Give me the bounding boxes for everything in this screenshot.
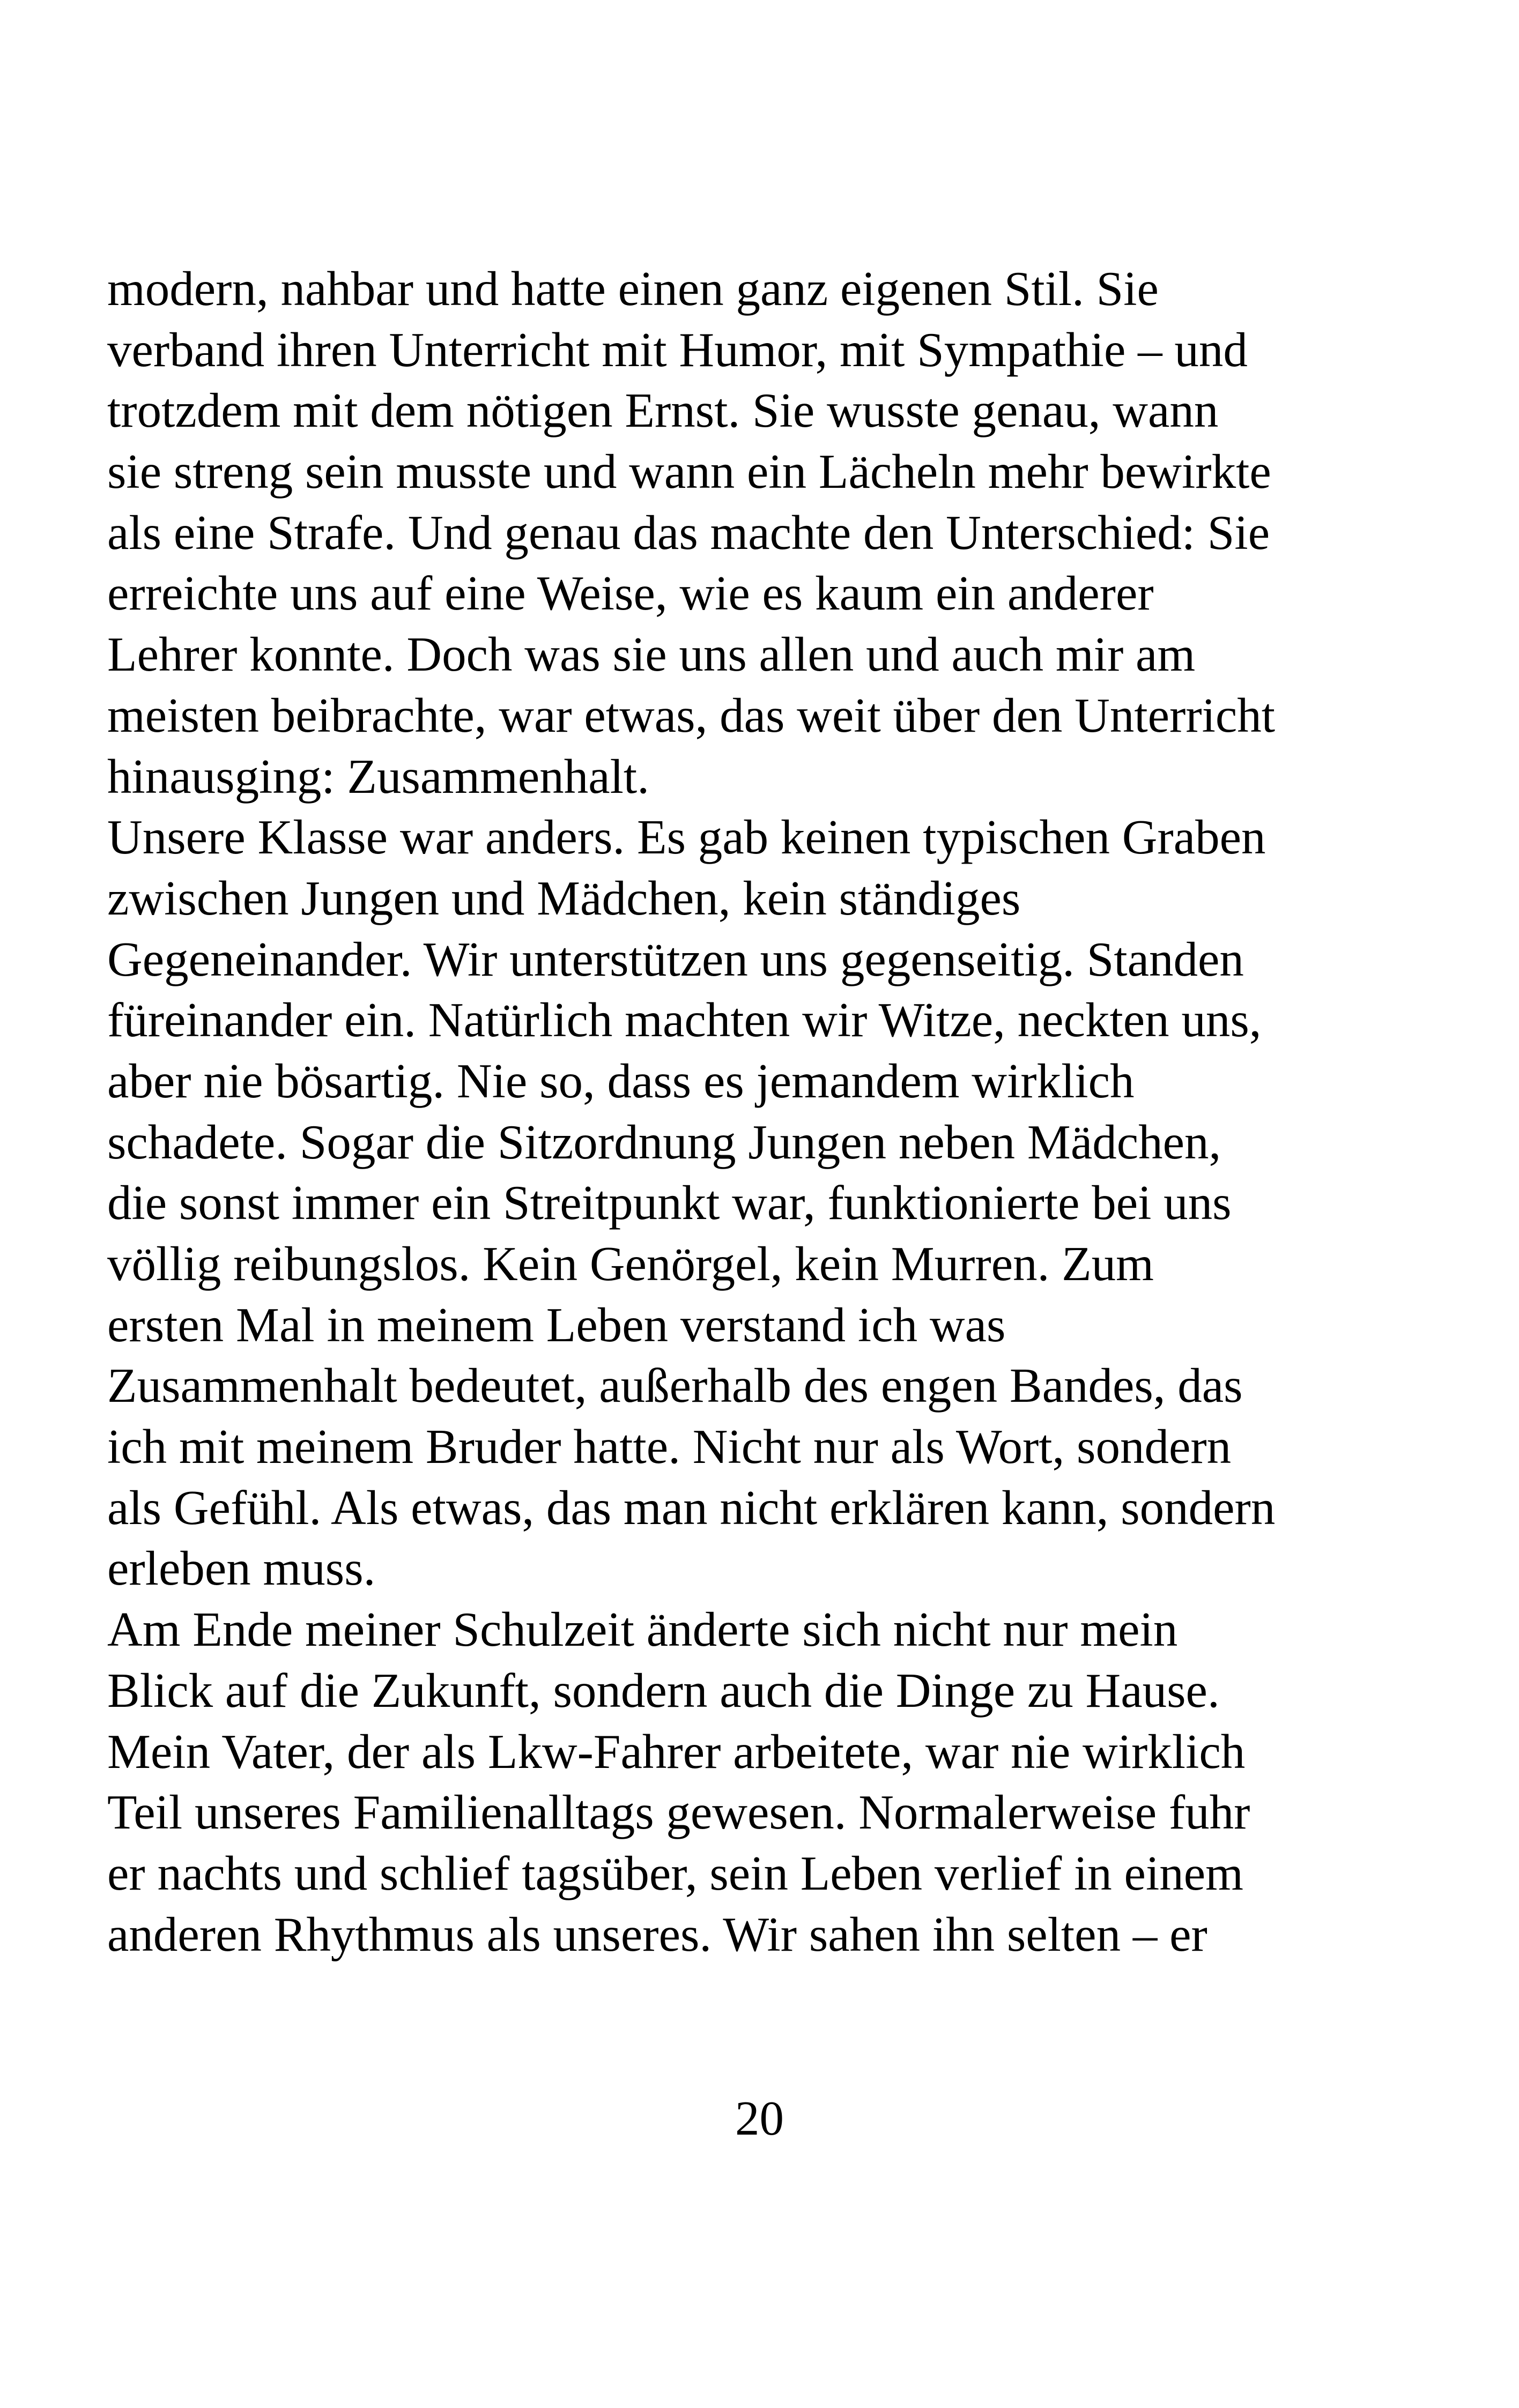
text-line: Zusammenhalt bedeutet, außerhalb des engen Bandes, das <box>107 1358 1243 1413</box>
text-line: trotzdem mit dem nötigen Ernst. Sie wusste genau, wann <box>107 383 1219 438</box>
text-line: erreichte uns auf eine Weise, wie es kaum ein anderer <box>107 566 1154 621</box>
text-line: Gegeneinander. Wir unterstützen uns gegenseitig. Standen <box>107 932 1244 986</box>
body-text <box>107 258 1416 1965</box>
page-number: 20 <box>735 2091 784 2145</box>
text-line: ersten Mal in meinem Leben verstand ich was <box>107 1297 1006 1352</box>
text-line: Unsere Klasse war anders. Es gab keinen typischen Graben <box>107 810 1266 865</box>
text-line: Blick auf die Zukunft, sondern auch die Dinge zu Hause. <box>107 1663 1220 1718</box>
text-line: füreinander ein. Natürlich machten wir Witze, neckten uns, <box>107 993 1262 1047</box>
text-line: aber nie bösartig. Nie so, dass es jemandem wirklich <box>107 1053 1135 1108</box>
text-line: als Gefühl. Als etwas, das man nicht erklären kann, sondern <box>107 1480 1276 1535</box>
text-line: modern, nahbar und hatte einen ganz eigenen Stil. Sie <box>107 262 1159 316</box>
text-line: anderen Rhythmus als unseres. Wir sahen ihn selten – er <box>107 1907 1207 1961</box>
text-line: völlig reibungslos. Kein Genörgel, kein Murren. Zum <box>107 1237 1154 1291</box>
text-line: Am Ende meiner Schulzeit änderte sich nicht nur mein <box>107 1602 1178 1657</box>
text-line: zwischen Jungen und Mädchen, kein ständiges <box>107 871 1021 925</box>
text-line: schadete. Sogar die Sitzordnung Jungen neben Mädchen, <box>107 1114 1221 1169</box>
text-line: Mein Vater, der als Lkw-Fahrer arbeitete, war nie wirklich <box>107 1724 1246 1779</box>
text-line: verband ihren Unterricht mit Humor, mit Sympathie – und <box>107 322 1248 377</box>
text-line: erleben muss. <box>107 1541 376 1596</box>
text-line: Lehrer konnte. Doch was sie uns allen und auch mir am <box>107 627 1196 682</box>
text-line: als eine Strafe. Und genau das machte den Unterschied: Sie <box>107 505 1270 560</box>
text-line: hinausging: Zusammenhalt. <box>107 749 649 804</box>
text-line: Teil unseres Familienalltags gewesen. Normalerweise fuhr <box>107 1785 1250 1840</box>
text-line: ich mit meinem Bruder hatte. Nicht nur als Wort, sondern <box>107 1419 1232 1474</box>
text-line: die sonst immer ein Streitpunkt war, funktionierte bei uns <box>107 1176 1232 1230</box>
text-line: er nachts und schlief tagsüber, sein Leben verlief in einem <box>107 1846 1243 1900</box>
text-line: sie streng sein musste und wann ein Lächeln mehr bewirkte <box>107 444 1271 499</box>
text-line: meisten beibrachte, war etwas, das weit über den Unterricht <box>107 688 1276 742</box>
